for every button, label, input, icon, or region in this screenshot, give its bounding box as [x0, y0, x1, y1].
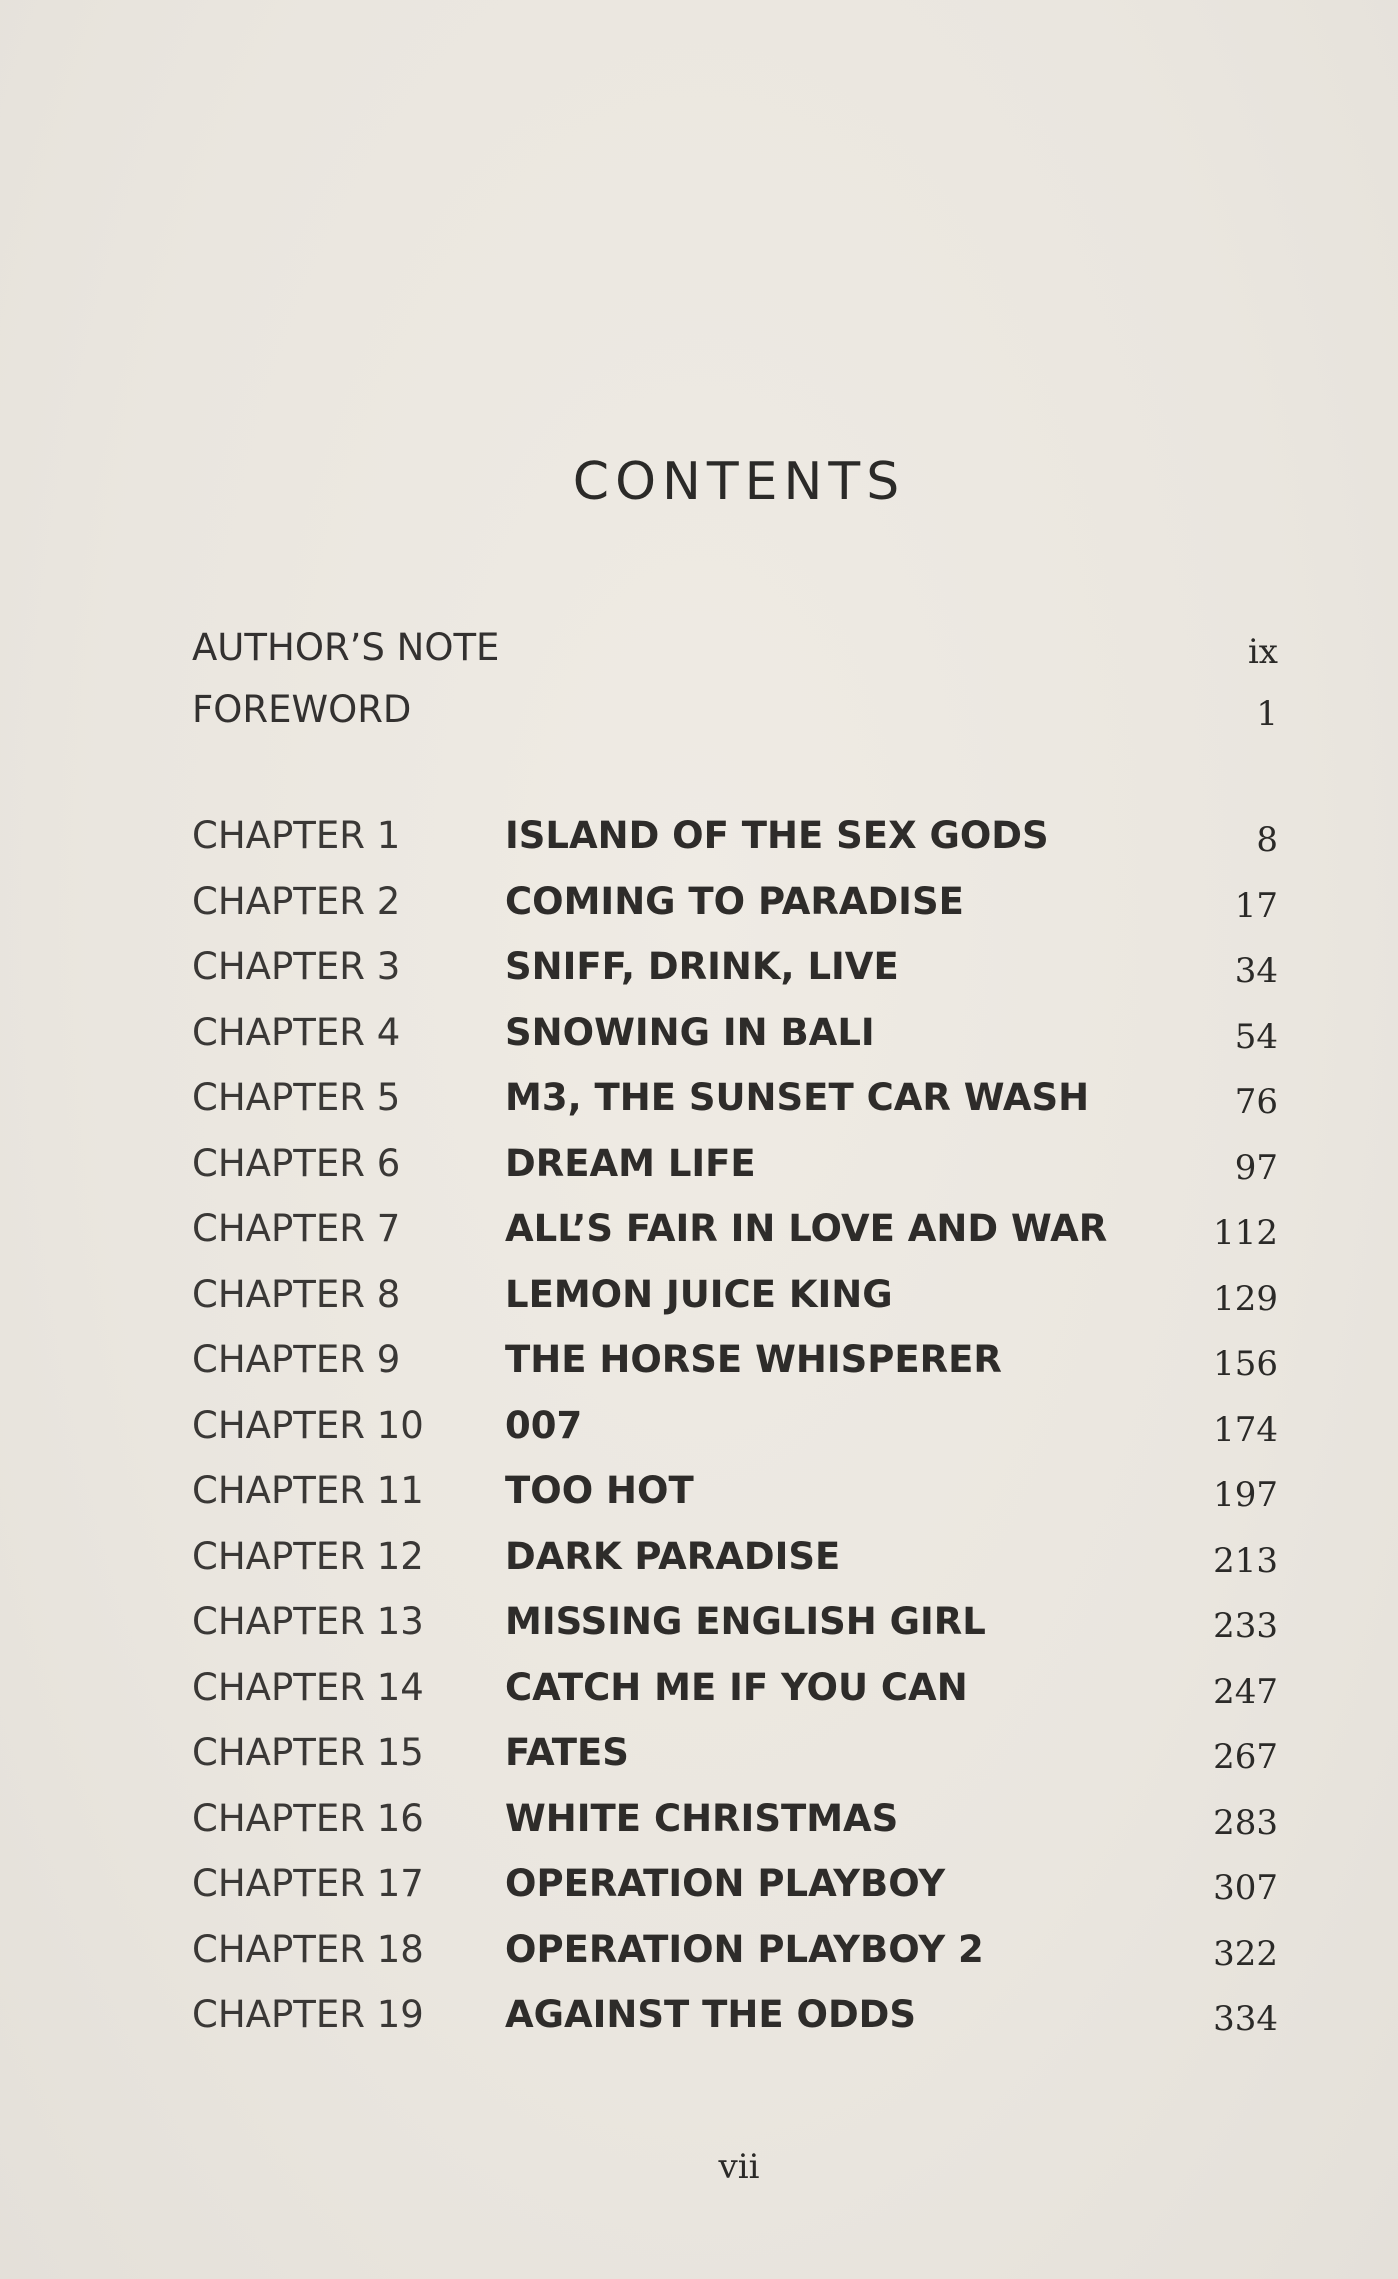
chapter-label: CHAPTER 1 — [192, 814, 401, 857]
chapter-title: ISLAND OF THE SEX GODS — [505, 814, 1049, 857]
chapter-entry — [192, 1791, 1278, 1857]
chapter-title: OPERATION PLAYBOY — [505, 1862, 946, 1905]
chapter-page: 129 — [1213, 1278, 1278, 1319]
chapter-entry — [192, 1922, 1278, 1988]
front-matter-entry — [192, 620, 1278, 682]
chapter-label: CHAPTER 8 — [192, 1272, 401, 1316]
chapter-label: CHAPTER 2 — [192, 879, 401, 923]
chapter-title: SNIFF, DRINK, LIVE — [505, 945, 899, 988]
chapter-page: 307 — [1213, 1868, 1278, 1908]
chapter-label: CHAPTER 18 — [192, 1927, 424, 1971]
front-matter-label: AUTHOR’S NOTE — [192, 626, 500, 669]
chapter-entry — [192, 1594, 1278, 1660]
chapter-label: CHAPTER 9 — [192, 1338, 401, 1381]
chapter-label: CHAPTER 5 — [192, 1076, 401, 1119]
chapter-page: 174 — [1213, 1409, 1278, 1450]
chapter-label: CHAPTER 12 — [192, 1534, 424, 1578]
chapter-entry — [192, 1856, 1278, 1922]
chapter-label: CHAPTER 19 — [192, 1993, 424, 2036]
front-matter-list — [192, 620, 1278, 744]
chapter-page: 34 — [1234, 951, 1278, 991]
chapter-title: SNOWING IN BALI — [505, 1010, 875, 1054]
chapter-title: WHITE CHRISTMAS — [505, 1796, 899, 1840]
chapter-page: 247 — [1213, 1671, 1278, 1712]
chapter-page: 156 — [1213, 1344, 1278, 1384]
chapter-title: FATES — [505, 1731, 629, 1774]
chapter-page: 76 — [1234, 1082, 1278, 1122]
chapter-entry — [192, 1725, 1278, 1791]
chapter-title: OPERATION PLAYBOY 2 — [505, 1927, 984, 1971]
front-matter-label: FOREWORD — [192, 688, 412, 731]
contents-heading: CONTENTS — [572, 452, 906, 512]
chapter-label: CHAPTER 4 — [192, 1010, 401, 1054]
chapter-entry — [192, 939, 1278, 1005]
front-matter-page: 1 — [1256, 694, 1278, 734]
chapter-page: 334 — [1213, 1999, 1278, 2039]
chapter-page: 97 — [1234, 1147, 1278, 1188]
chapter-entry — [192, 1332, 1278, 1398]
chapter-list — [192, 808, 1278, 2053]
chapter-title: 007 — [505, 1403, 583, 1447]
chapter-title: THE HORSE WHISPERER — [505, 1338, 1002, 1381]
chapter-page: 17 — [1234, 885, 1278, 926]
chapter-title: M3, THE SUNSET CAR WASH — [505, 1076, 1090, 1119]
chapter-entry — [192, 1267, 1278, 1333]
chapter-entry — [192, 808, 1278, 874]
chapter-page: 233 — [1213, 1606, 1278, 1646]
chapter-title: TOO HOT — [505, 1469, 694, 1512]
chapter-title: AGAINST THE ODDS — [505, 1993, 917, 2036]
chapter-label: CHAPTER 16 — [192, 1796, 424, 1840]
chapter-title: LEMON JUICE KING — [505, 1272, 893, 1316]
chapter-entry — [192, 1987, 1278, 2053]
chapter-title: DARK PARADISE — [505, 1534, 841, 1578]
chapter-title: MISSING ENGLISH GIRL — [505, 1600, 986, 1643]
chapter-page: 267 — [1213, 1737, 1278, 1777]
chapter-label: CHAPTER 13 — [192, 1600, 424, 1643]
show-through-text — [180, 120, 1280, 640]
chapter-entry — [192, 1136, 1278, 1202]
chapter-label: CHAPTER 6 — [192, 1141, 401, 1185]
chapter-title: COMING TO PARADISE — [505, 879, 964, 923]
chapter-entry — [192, 1463, 1278, 1529]
chapter-entry — [192, 1201, 1278, 1267]
chapter-label: CHAPTER 11 — [192, 1469, 424, 1512]
chapter-entry — [192, 874, 1278, 940]
chapter-entry — [192, 1529, 1278, 1595]
chapter-page: 54 — [1234, 1016, 1278, 1057]
chapter-title: ALL’S FAIR IN LOVE AND WAR — [505, 1207, 1108, 1250]
chapter-label: CHAPTER 10 — [192, 1403, 424, 1447]
front-matter-entry — [192, 682, 1278, 744]
chapter-title: DREAM LIFE — [505, 1141, 756, 1185]
chapter-label: CHAPTER 7 — [192, 1207, 401, 1250]
chapter-label: CHAPTER 3 — [192, 945, 401, 988]
chapter-title: CATCH ME IF YOU CAN — [505, 1665, 968, 1709]
chapter-page: 8 — [1256, 820, 1278, 860]
chapter-entry — [192, 1070, 1278, 1136]
chapter-label: CHAPTER 14 — [192, 1665, 424, 1709]
chapter-entry — [192, 1398, 1278, 1464]
chapter-page: 322 — [1213, 1933, 1278, 1974]
front-matter-page: ix — [1247, 632, 1278, 672]
chapter-label: CHAPTER 17 — [192, 1862, 424, 1905]
chapter-page: 112 — [1213, 1213, 1278, 1253]
chapter-entry — [192, 1005, 1278, 1071]
chapter-page: 283 — [1213, 1802, 1278, 1843]
chapter-entry — [192, 1660, 1278, 1726]
chapter-page: 213 — [1213, 1540, 1278, 1581]
page-number: vii — [718, 2147, 760, 2187]
chapter-page: 197 — [1213, 1475, 1278, 1515]
chapter-label: CHAPTER 15 — [192, 1731, 424, 1774]
